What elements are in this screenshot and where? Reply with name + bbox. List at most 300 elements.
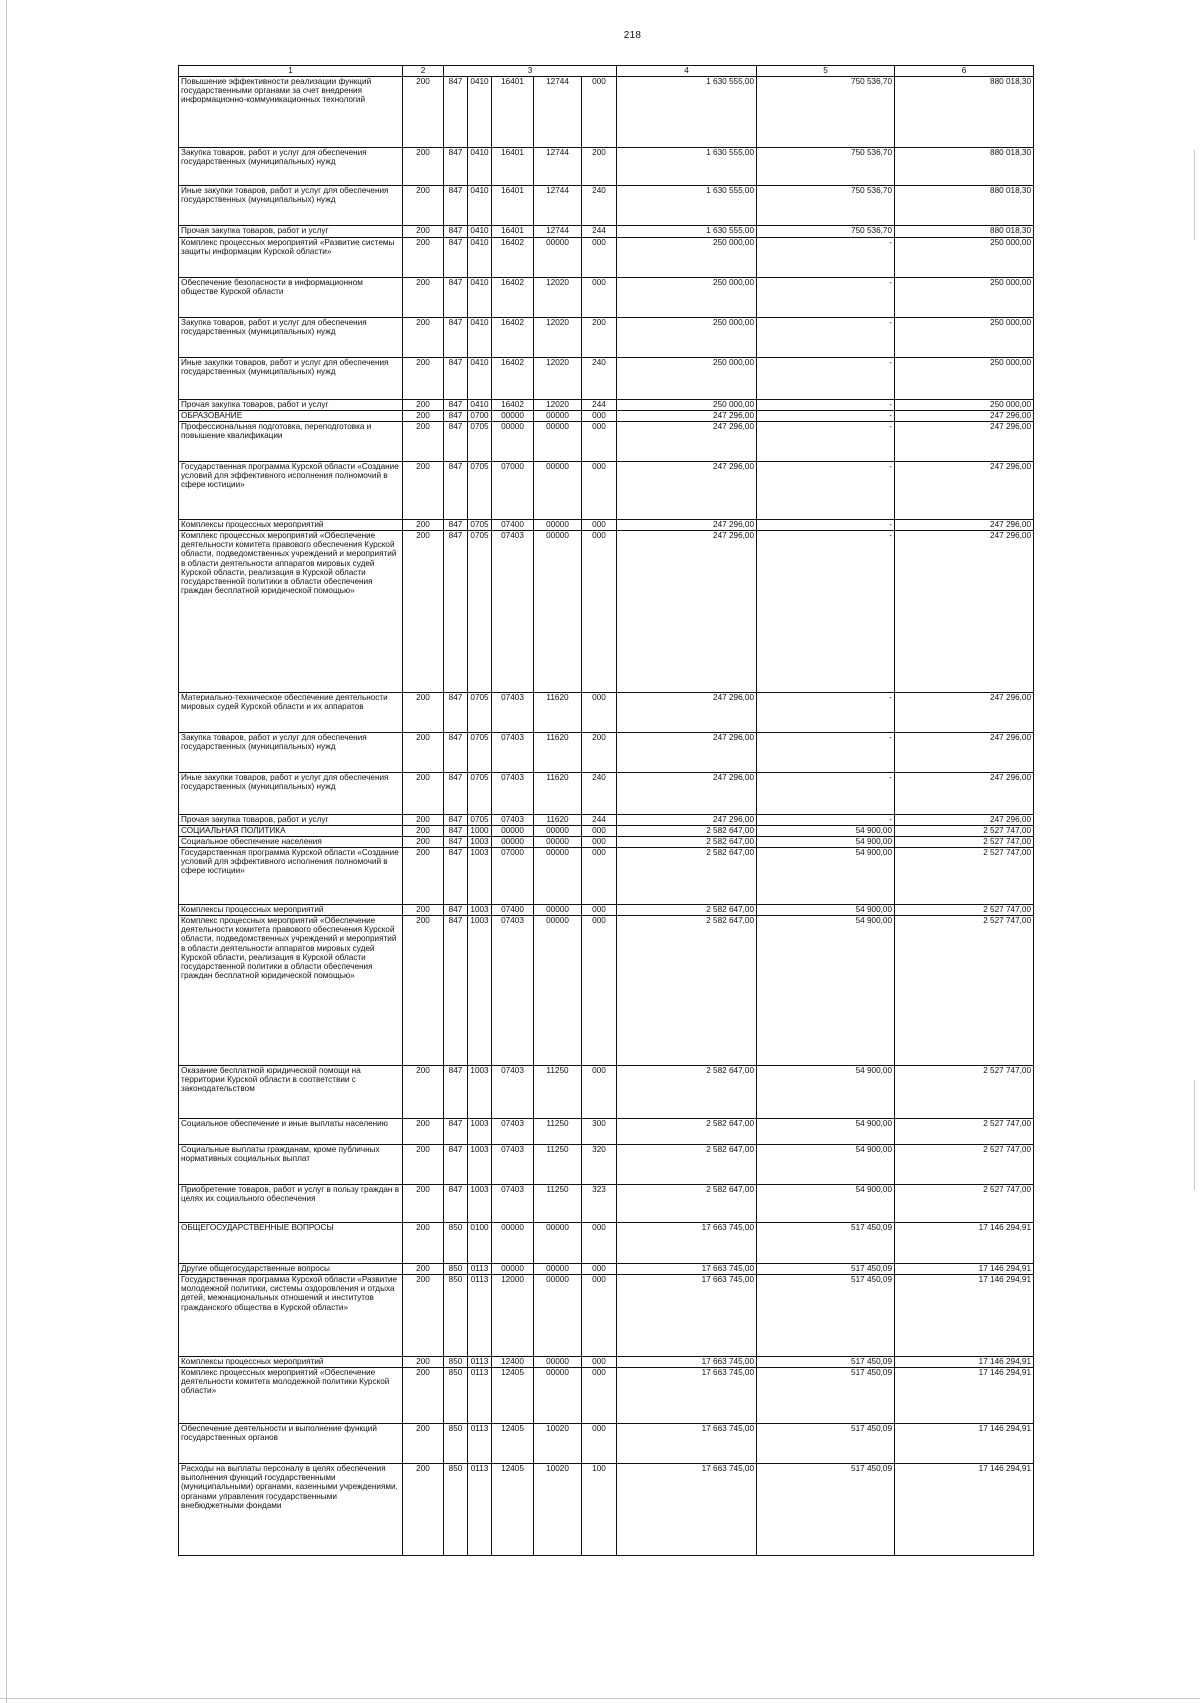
table-row	[179, 400, 1034, 411]
cell-name: Комплекс процессных мероприятий «Обеспечение деятельности комитета правового обеспечения Курской области, подведомственных учреждений и мероприятий в области деятельности аппаратов мировых судей Курской области, реализация в Курской области государственной политики в области обеспечения граждан бесплатной юридической помощью»	[179, 531, 403, 693]
cell-name: Обеспечение безопасности в информационном обществе Курской области	[179, 278, 403, 318]
cell-code-expense-type: 244	[582, 400, 617, 411]
cell-code-ministry: 847	[444, 916, 468, 1066]
cell-code-section: 0113	[468, 1424, 492, 1464]
cell-code-2: 200	[403, 411, 444, 422]
column-header-1: 1	[179, 66, 403, 77]
cell-amount-4: 247 296,00	[617, 411, 757, 422]
cell-code-expense-type: 000	[582, 848, 617, 905]
cell-code-section: 0705	[468, 815, 492, 826]
cell-amount-6: 247 296,00	[895, 422, 1034, 462]
cell-name: Расходы на выплаты персоналу в целях обеспечения выполнения функций государственными (муниципальными) органами, казенными учреждениями, органами управления государственными внебюджетными фондами	[179, 1464, 403, 1556]
cell-code-program: 07403	[492, 815, 534, 826]
cell-amount-4: 17 663 745,00	[617, 1264, 757, 1275]
cell-amount-4: 247 296,00	[617, 815, 757, 826]
cell-code-ministry: 850	[444, 1464, 468, 1556]
cell-code-2: 200	[403, 238, 444, 278]
cell-code-2: 200	[403, 837, 444, 848]
cell-code-expense-type: 000	[582, 1368, 617, 1424]
table-row	[179, 693, 1034, 733]
table-row	[179, 837, 1034, 848]
table-row	[179, 1185, 1034, 1223]
cell-amount-4: 1 630 555,00	[617, 186, 757, 226]
cell-code-2: 200	[403, 358, 444, 400]
cell-amount-5: -	[757, 358, 895, 400]
cell-code-section: 0410	[468, 400, 492, 411]
cell-code-section: 0410	[468, 226, 492, 238]
cell-code-2: 200	[403, 916, 444, 1066]
cell-amount-5: -	[757, 318, 895, 358]
cell-code-ministry: 850	[444, 1357, 468, 1368]
cell-code-section: 0410	[468, 358, 492, 400]
cell-name: Закупка товаров, работ и услуг для обеспечения государственных (муниципальных) нужд	[179, 148, 403, 186]
cell-amount-5: 517 450,09	[757, 1424, 895, 1464]
cell-code-section: 0705	[468, 733, 492, 773]
cell-amount-4: 2 582 647,00	[617, 1119, 757, 1145]
cell-code-expense-type: 000	[582, 278, 617, 318]
cell-name: Комплекс процессных мероприятий «Обеспечение деятельности комитета правового обеспечения Курской области, подведомственных учреждений и мероприятий в области деятельности аппаратов мировых судей Курской области, реализация в Курской области государственной политики в области обеспечения граждан бесплатной юридической помощью»	[179, 916, 403, 1066]
cell-amount-6: 2 527 747,00	[895, 848, 1034, 905]
cell-name: ОБРАЗОВАНИЕ	[179, 411, 403, 422]
cell-amount-6: 880 018,30	[895, 77, 1034, 148]
cell-code-ministry: 847	[444, 1066, 468, 1119]
cell-code-ministry: 847	[444, 773, 468, 815]
cell-code-program: 12400	[492, 1357, 534, 1368]
cell-code-direction: 12020	[534, 278, 582, 318]
cell-code-section: 0410	[468, 278, 492, 318]
cell-code-program: 07403	[492, 531, 534, 693]
cell-amount-6: 247 296,00	[895, 531, 1034, 693]
cell-code-program: 16401	[492, 186, 534, 226]
table-row	[179, 1223, 1034, 1264]
cell-code-ministry: 847	[444, 1185, 468, 1223]
cell-name: Комплексы процессных мероприятий	[179, 905, 403, 916]
cell-code-section: 0113	[468, 1464, 492, 1556]
cell-amount-4: 1 630 555,00	[617, 226, 757, 238]
cell-code-direction: 00000	[534, 462, 582, 520]
cell-amount-6: 17 146 294,91	[895, 1357, 1034, 1368]
cell-amount-5: 54 900,00	[757, 1066, 895, 1119]
table-row	[179, 278, 1034, 318]
table-row	[179, 77, 1034, 148]
cell-name: Комплексы процессных мероприятий	[179, 520, 403, 531]
cell-amount-4: 1 630 555,00	[617, 148, 757, 186]
cell-amount-4: 250 000,00	[617, 358, 757, 400]
cell-code-direction: 11250	[534, 1119, 582, 1145]
cell-name: Профессиональная подготовка, переподготовка и повышение квалификации	[179, 422, 403, 462]
cell-amount-5: 517 450,09	[757, 1368, 895, 1424]
scan-margin-line-right	[1194, 150, 1195, 240]
cell-amount-4: 2 582 647,00	[617, 1066, 757, 1119]
cell-code-section: 1003	[468, 916, 492, 1066]
cell-code-direction: 10020	[534, 1464, 582, 1556]
table-row	[179, 905, 1034, 916]
cell-code-program: 07400	[492, 520, 534, 531]
cell-name: Государственная программа Курской области «Создание условий для эффективного исполнения полномочий в сфере юстиции»	[179, 462, 403, 520]
table-row	[179, 226, 1034, 238]
cell-amount-5: -	[757, 422, 895, 462]
budget-table	[178, 65, 1034, 1556]
cell-code-ministry: 850	[444, 1264, 468, 1275]
cell-code-section: 0410	[468, 186, 492, 226]
budget-table-body	[179, 77, 1034, 1556]
cell-code-expense-type: 300	[582, 1119, 617, 1145]
cell-code-expense-type: 000	[582, 826, 617, 837]
cell-amount-4: 247 296,00	[617, 531, 757, 693]
cell-code-2: 200	[403, 278, 444, 318]
cell-amount-5: 54 900,00	[757, 916, 895, 1066]
cell-code-direction: 00000	[534, 422, 582, 462]
cell-amount-4: 247 296,00	[617, 462, 757, 520]
cell-code-ministry: 847	[444, 411, 468, 422]
cell-code-section: 0705	[468, 520, 492, 531]
table-row	[179, 238, 1034, 278]
cell-code-program: 16401	[492, 226, 534, 238]
cell-code-2: 200	[403, 1357, 444, 1368]
scan-margin-line-right-lower	[1194, 1080, 1195, 1190]
cell-code-expense-type: 000	[582, 1066, 617, 1119]
cell-amount-4: 2 582 647,00	[617, 826, 757, 837]
cell-code-program: 07403	[492, 1066, 534, 1119]
cell-code-2: 200	[403, 520, 444, 531]
cell-code-section: 0100	[468, 1223, 492, 1264]
cell-name: Оказание бесплатной юридической помощи на территории Курской области в соответствии с законодательством	[179, 1066, 403, 1119]
cell-amount-5: -	[757, 278, 895, 318]
table-row	[179, 520, 1034, 531]
table-row	[179, 358, 1034, 400]
cell-amount-4: 1 630 555,00	[617, 77, 757, 148]
cell-code-expense-type: 000	[582, 1357, 617, 1368]
cell-amount-6: 247 296,00	[895, 693, 1034, 733]
cell-name: СОЦИАЛЬНАЯ ПОЛИТИКА	[179, 826, 403, 837]
cell-amount-6: 247 296,00	[895, 733, 1034, 773]
cell-code-expense-type: 000	[582, 916, 617, 1066]
cell-code-expense-type: 200	[582, 733, 617, 773]
cell-name: Закупка товаров, работ и услуг для обеспечения государственных (муниципальных) нужд	[179, 318, 403, 358]
cell-code-program: 07403	[492, 1185, 534, 1223]
cell-amount-5: 517 450,09	[757, 1275, 895, 1357]
table-row	[179, 1145, 1034, 1185]
cell-amount-4: 17 663 745,00	[617, 1464, 757, 1556]
cell-code-expense-type: 000	[582, 77, 617, 148]
cell-amount-6: 250 000,00	[895, 278, 1034, 318]
cell-code-expense-type: 244	[582, 226, 617, 238]
cell-code-program: 16402	[492, 358, 534, 400]
cell-name: Прочая закупка товаров, работ и услуг	[179, 815, 403, 826]
cell-code-section: 0705	[468, 462, 492, 520]
cell-code-direction: 00000	[534, 1223, 582, 1264]
table-row	[179, 148, 1034, 186]
cell-code-direction: 00000	[534, 1357, 582, 1368]
cell-amount-5: 517 450,09	[757, 1264, 895, 1275]
cell-code-expense-type: 000	[582, 531, 617, 693]
cell-amount-5: -	[757, 733, 895, 773]
cell-amount-6: 247 296,00	[895, 411, 1034, 422]
column-header-4: 4	[617, 66, 757, 77]
cell-amount-6: 2 527 747,00	[895, 1145, 1034, 1185]
column-header-5: 5	[757, 66, 895, 77]
cell-amount-4: 17 663 745,00	[617, 1275, 757, 1357]
cell-code-2: 200	[403, 1275, 444, 1357]
cell-code-section: 0705	[468, 531, 492, 693]
cell-code-direction: 11620	[534, 815, 582, 826]
cell-code-2: 200	[403, 400, 444, 411]
cell-code-direction: 11250	[534, 1185, 582, 1223]
cell-name: Иные закупки товаров, работ и услуг для обеспечения государственных (муниципальных) нужд	[179, 186, 403, 226]
cell-code-section: 0705	[468, 693, 492, 733]
table-row	[179, 1368, 1034, 1424]
table-row	[179, 1275, 1034, 1357]
cell-amount-4: 250 000,00	[617, 400, 757, 411]
cell-amount-6: 250 000,00	[895, 358, 1034, 400]
cell-code-2: 200	[403, 148, 444, 186]
table-row	[179, 815, 1034, 826]
cell-code-direction: 11250	[534, 1066, 582, 1119]
cell-code-program: 00000	[492, 411, 534, 422]
cell-amount-6: 250 000,00	[895, 238, 1034, 278]
cell-amount-6: 2 527 747,00	[895, 1119, 1034, 1145]
cell-amount-6: 247 296,00	[895, 520, 1034, 531]
cell-code-program: 12405	[492, 1464, 534, 1556]
table-row	[179, 318, 1034, 358]
cell-name: Материально-техническое обеспечение деятельности мировых судей Курской области и их аппаратов	[179, 693, 403, 733]
cell-amount-5: 750 536,70	[757, 226, 895, 238]
cell-name: Другие общегосударственные вопросы	[179, 1264, 403, 1275]
cell-amount-6: 17 146 294,91	[895, 1264, 1034, 1275]
cell-code-ministry: 847	[444, 905, 468, 916]
cell-code-section: 0705	[468, 422, 492, 462]
cell-code-expense-type: 000	[582, 422, 617, 462]
cell-code-expense-type: 323	[582, 1185, 617, 1223]
table-row	[179, 916, 1034, 1066]
page-number: 218	[623, 30, 642, 41]
cell-code-section: 1003	[468, 1119, 492, 1145]
cell-code-direction: 00000	[534, 848, 582, 905]
cell-amount-6: 2 527 747,00	[895, 1066, 1034, 1119]
cell-code-expense-type: 100	[582, 1464, 617, 1556]
cell-code-2: 200	[403, 462, 444, 520]
cell-code-program: 16402	[492, 400, 534, 411]
cell-name: Комплекс процессных мероприятий «Развитие системы защиты информации Курской области»	[179, 238, 403, 278]
cell-code-ministry: 847	[444, 837, 468, 848]
cell-code-ministry: 847	[444, 1145, 468, 1185]
table-row	[179, 826, 1034, 837]
cell-code-direction: 12744	[534, 186, 582, 226]
cell-code-program: 07403	[492, 1119, 534, 1145]
cell-amount-6: 17 146 294,91	[895, 1424, 1034, 1464]
cell-code-section: 1000	[468, 826, 492, 837]
cell-code-ministry: 847	[444, 148, 468, 186]
cell-code-ministry: 850	[444, 1223, 468, 1264]
cell-amount-5: -	[757, 520, 895, 531]
cell-amount-5: 54 900,00	[757, 837, 895, 848]
cell-code-2: 200	[403, 422, 444, 462]
cell-code-program: 16401	[492, 148, 534, 186]
cell-code-direction: 12744	[534, 226, 582, 238]
cell-code-direction: 00000	[534, 1368, 582, 1424]
cell-code-direction: 00000	[534, 837, 582, 848]
cell-code-ministry: 847	[444, 848, 468, 905]
cell-code-section: 1003	[468, 837, 492, 848]
cell-code-direction: 12744	[534, 77, 582, 148]
cell-name: Иные закупки товаров, работ и услуг для обеспечения государственных (муниципальных) нужд	[179, 773, 403, 815]
cell-code-2: 200	[403, 773, 444, 815]
cell-code-program: 12405	[492, 1368, 534, 1424]
cell-amount-5: 750 536,70	[757, 186, 895, 226]
cell-code-direction: 11250	[534, 1145, 582, 1185]
cell-code-2: 200	[403, 1185, 444, 1223]
cell-name: Повышение эффективности реализации функций государственными органами за счет внедрения информационно-коммуникационных технологий	[179, 77, 403, 148]
cell-code-direction: 11620	[534, 733, 582, 773]
cell-code-direction: 12020	[534, 318, 582, 358]
cell-amount-5: 54 900,00	[757, 905, 895, 916]
cell-amount-5: 750 536,70	[757, 77, 895, 148]
cell-code-ministry: 847	[444, 278, 468, 318]
cell-amount-5: 54 900,00	[757, 1119, 895, 1145]
cell-amount-6: 880 018,30	[895, 186, 1034, 226]
cell-code-expense-type: 320	[582, 1145, 617, 1185]
table-row	[179, 1357, 1034, 1368]
cell-code-direction: 12020	[534, 358, 582, 400]
cell-code-ministry: 847	[444, 186, 468, 226]
cell-code-2: 200	[403, 848, 444, 905]
cell-amount-4: 250 000,00	[617, 318, 757, 358]
cell-amount-6: 2 527 747,00	[895, 837, 1034, 848]
cell-code-direction: 00000	[534, 916, 582, 1066]
cell-amount-6: 247 296,00	[895, 815, 1034, 826]
cell-amount-5: -	[757, 462, 895, 520]
cell-code-expense-type: 000	[582, 1275, 617, 1357]
table-row	[179, 411, 1034, 422]
cell-code-direction: 00000	[534, 531, 582, 693]
cell-amount-6: 17 146 294,91	[895, 1368, 1034, 1424]
cell-code-2: 200	[403, 318, 444, 358]
cell-amount-6: 17 146 294,91	[895, 1223, 1034, 1264]
cell-name: Государственная программа Курской области «Создание условий для эффективного исполнения полномочий в сфере юстиции»	[179, 848, 403, 905]
cell-code-program: 16402	[492, 278, 534, 318]
cell-amount-5: 517 450,09	[757, 1357, 895, 1368]
cell-name: Приобретение товаров, работ и услуг в пользу граждан в целях их социального обеспечения	[179, 1185, 403, 1223]
cell-code-section: 0113	[468, 1368, 492, 1424]
table-row	[179, 1464, 1034, 1556]
cell-code-section: 1003	[468, 1185, 492, 1223]
cell-code-direction: 10020	[534, 1424, 582, 1464]
cell-code-direction: 11620	[534, 773, 582, 815]
cell-code-section: 1003	[468, 1066, 492, 1119]
table-row	[179, 773, 1034, 815]
cell-code-2: 200	[403, 693, 444, 733]
column-header-3: 3	[444, 66, 617, 77]
cell-amount-4: 17 663 745,00	[617, 1368, 757, 1424]
cell-amount-4: 17 663 745,00	[617, 1223, 757, 1264]
cell-code-section: 1003	[468, 1145, 492, 1185]
cell-amount-5: -	[757, 531, 895, 693]
cell-code-ministry: 847	[444, 520, 468, 531]
cell-amount-5: -	[757, 238, 895, 278]
cell-code-program: 07403	[492, 916, 534, 1066]
cell-code-expense-type: 240	[582, 186, 617, 226]
cell-code-section: 0410	[468, 238, 492, 278]
cell-code-expense-type: 000	[582, 520, 617, 531]
cell-code-section: 0705	[468, 773, 492, 815]
cell-code-expense-type: 000	[582, 411, 617, 422]
cell-code-ministry: 847	[444, 422, 468, 462]
cell-code-2: 200	[403, 1066, 444, 1119]
cell-code-section: 1003	[468, 905, 492, 916]
cell-amount-5: 750 536,70	[757, 148, 895, 186]
cell-amount-4: 2 582 647,00	[617, 916, 757, 1066]
cell-code-ministry: 847	[444, 400, 468, 411]
cell-code-program: 07403	[492, 733, 534, 773]
cell-code-direction: 12020	[534, 400, 582, 411]
cell-amount-4: 2 582 647,00	[617, 848, 757, 905]
cell-code-expense-type: 000	[582, 905, 617, 916]
cell-amount-6: 250 000,00	[895, 318, 1034, 358]
cell-amount-4: 2 582 647,00	[617, 837, 757, 848]
table-row	[179, 422, 1034, 462]
cell-amount-5: 54 900,00	[757, 1185, 895, 1223]
table-row	[179, 1119, 1034, 1145]
cell-code-direction: 12744	[534, 148, 582, 186]
cell-code-ministry: 847	[444, 815, 468, 826]
cell-name: Иные закупки товаров, работ и услуг для обеспечения государственных (муниципальных) нужд	[179, 358, 403, 400]
cell-name: Социальное обеспечение и иные выплаты населению	[179, 1119, 403, 1145]
cell-code-2: 200	[403, 186, 444, 226]
cell-code-program: 07403	[492, 693, 534, 733]
cell-code-program: 07403	[492, 1145, 534, 1185]
cell-amount-6: 880 018,30	[895, 148, 1034, 186]
table-row	[179, 1264, 1034, 1275]
cell-code-expense-type: 000	[582, 1223, 617, 1264]
column-header-2: 2	[403, 66, 444, 77]
cell-amount-4: 2 582 647,00	[617, 905, 757, 916]
cell-code-program: 00000	[492, 422, 534, 462]
scan-margin-line-left	[6, 0, 7, 1703]
cell-name: Прочая закупка товаров, работ и услуг	[179, 400, 403, 411]
cell-code-program: 00000	[492, 1264, 534, 1275]
cell-amount-4: 247 296,00	[617, 693, 757, 733]
cell-amount-6: 250 000,00	[895, 400, 1034, 411]
cell-code-2: 200	[403, 77, 444, 148]
cell-amount-5: 54 900,00	[757, 826, 895, 837]
cell-code-program: 07000	[492, 462, 534, 520]
cell-name: Прочая закупка товаров, работ и услуг	[179, 226, 403, 238]
table-row	[179, 186, 1034, 226]
cell-code-expense-type: 200	[582, 148, 617, 186]
cell-amount-5: -	[757, 773, 895, 815]
cell-code-expense-type: 000	[582, 1424, 617, 1464]
cell-code-ministry: 847	[444, 462, 468, 520]
cell-amount-6: 2 527 747,00	[895, 1185, 1034, 1223]
cell-code-expense-type: 000	[582, 238, 617, 278]
cell-amount-5: 517 450,09	[757, 1223, 895, 1264]
cell-amount-4: 2 582 647,00	[617, 1185, 757, 1223]
cell-amount-5: 54 900,00	[757, 848, 895, 905]
cell-code-direction: 00000	[534, 520, 582, 531]
cell-code-expense-type: 240	[582, 773, 617, 815]
cell-code-ministry: 847	[444, 318, 468, 358]
cell-code-expense-type: 244	[582, 815, 617, 826]
cell-code-expense-type: 000	[582, 462, 617, 520]
cell-code-program: 00000	[492, 826, 534, 837]
cell-code-program: 07000	[492, 848, 534, 905]
cell-name: Комплекс процессных мероприятий «Обеспечение деятельности комитета молодежной политики Курской области»	[179, 1368, 403, 1424]
cell-code-ministry: 847	[444, 733, 468, 773]
cell-code-2: 200	[403, 905, 444, 916]
cell-code-program: 07400	[492, 905, 534, 916]
cell-name: Государственная программа Курской области «Развитие молодежной политики, системы оздоровления и отдыха детей, межнациональных отношений и институтов гражданского общества в Курской области»	[179, 1275, 403, 1357]
cell-code-2: 200	[403, 1368, 444, 1424]
